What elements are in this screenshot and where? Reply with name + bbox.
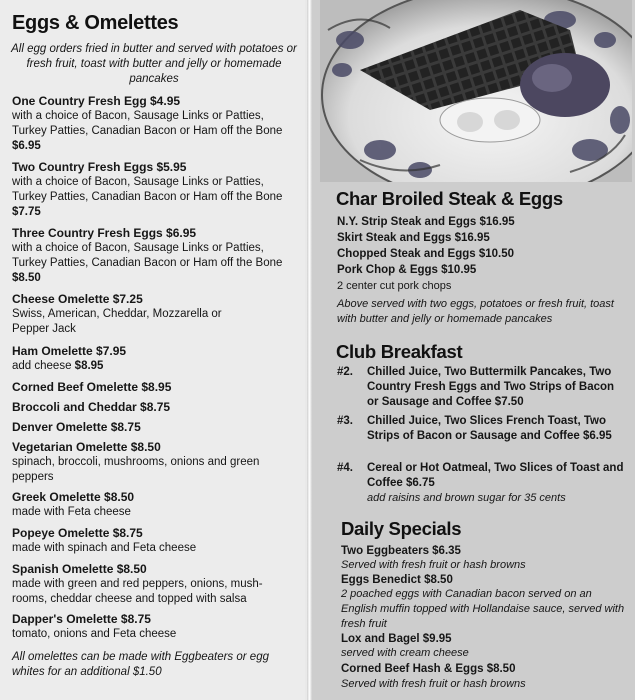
- eggs-omelettes-heading: Eggs & Omelettes: [12, 12, 179, 34]
- club-item-text: Chilled Juice, Two Slices French Toast, Two Strips of Bacon or Sausage and Coffee $6.95: [367, 415, 612, 442]
- item-desc: tomato, onions and Feta cheese: [12, 628, 177, 640]
- item-desc: Swiss, American, Cheddar, Mozzarella or Pepper Jack: [12, 308, 222, 335]
- menu-item-broccoli-cheddar: Broccoli and Cheddar $8.75: [12, 400, 171, 414]
- special-title: Eggs Benedict $8.50: [341, 574, 453, 586]
- item-title: Two Country Fresh Eggs $5.95: [12, 160, 187, 174]
- item-desc: made with Feta cheese: [12, 506, 131, 518]
- item-desc: add cheese $8.95: [12, 360, 104, 372]
- special-desc: Served with fresh fruit or hash browns: [341, 678, 526, 690]
- special-title: Lox and Bagel $9.95: [341, 633, 452, 645]
- special-title: Corned Beef Hash & Eggs $8.50: [341, 663, 516, 675]
- club-item-number: #4.: [337, 462, 353, 474]
- special-desc: served with cream cheese: [341, 647, 469, 659]
- item-title: Popeye Omelette $8.75: [12, 526, 143, 540]
- club-item-number: #3.: [337, 415, 353, 427]
- pork-chop-note: 2 center cut pork chops: [337, 280, 452, 292]
- club-item-4-note: add raisins and brown sugar for 35 cents: [367, 492, 566, 504]
- plate-illustration: [320, 0, 632, 182]
- item-title: Spanish Omelette $8.50: [12, 562, 147, 576]
- item-desc: with a choice of Bacon, Sausage Links or Patties, Turkey Patties, Canadian Bacon or Ham off the Bone $6.95: [12, 110, 283, 152]
- column-divider: [307, 0, 312, 700]
- eggs-intro: All egg orders fried in butter and served with potatoes or fresh fruit, toast with butter and jelly or homemade pancakes: [11, 43, 297, 85]
- club-breakfast-heading: Club Breakfast: [336, 341, 463, 362]
- club-item-text: Cereal or Hot Oatmeal, Two Slices of Toast and Coffee $6.75: [367, 462, 624, 489]
- item-title: Cheese Omelette $7.25: [12, 292, 143, 306]
- menu-item-corned-beef-omelette: Corned Beef Omelette $8.95: [12, 380, 172, 394]
- club-item-text: Chilled Juice, Two Buttermilk Pancakes, Two Country Fresh Eggs and Two Strips of Bacon or Sausage and Coffee $7.50: [367, 366, 615, 408]
- steak-item-ny-strip: N.Y. Strip Steak and Eggs $16.95: [337, 216, 515, 228]
- item-title: Ham Omelette $7.95: [12, 344, 127, 358]
- steak-item-chopped: Chopped Steak and Eggs $10.50: [337, 248, 515, 260]
- item-title: Three Country Fresh Eggs $6.95: [12, 226, 197, 240]
- special-desc: 2 poached eggs with Canadian bacon served on an English muffin topped with Hollandaise sauce, served with fresh fruit: [341, 588, 625, 630]
- item-title: Dapper's Omelette $8.75: [12, 612, 151, 626]
- item-desc: made with green and red peppers, onions, mush-rooms, cheddar cheese and topped with salsa: [12, 578, 263, 605]
- daily-specials-heading: Daily Specials: [341, 518, 462, 539]
- club-item-number: #2.: [337, 366, 353, 378]
- item-title: Vegetarian Omelette $8.50: [12, 440, 161, 454]
- item-desc: made with spinach and Feta cheese: [12, 542, 197, 554]
- plate-photo: [320, 0, 632, 182]
- item-title: One Country Fresh Egg $4.95: [12, 94, 181, 108]
- steak-item-pork-chop: Pork Chop & Eggs $10.95: [337, 264, 477, 276]
- item-desc: with a choice of Bacon, Sausage Links or Patties, Turkey Patties, Canadian Bacon or Ham off the Bone $8.50: [12, 242, 283, 284]
- item-title: Greek Omelette $8.50: [12, 490, 135, 504]
- item-desc: spinach, broccoli, mushrooms, onions and green peppers: [12, 456, 260, 483]
- menu-item-denver-omelette: Denver Omelette $8.75: [12, 420, 141, 434]
- steak-item-skirt: Skirt Steak and Eggs $16.95: [337, 232, 490, 244]
- special-desc: Served with fresh fruit or hash browns: [341, 559, 526, 571]
- steak-footnote: Above served with two eggs, potatoes or fresh fruit, toast with butter and jelly or homemade pancakes: [337, 298, 614, 325]
- special-title: Two Eggbeaters $6.35: [341, 545, 461, 557]
- steak-eggs-heading: Char Broiled Steak & Eggs: [336, 188, 563, 209]
- item-desc: with a choice of Bacon, Sausage Links or Patties, Turkey Patties, Canadian Bacon or Ham off the Bone $7.75: [12, 176, 283, 218]
- omelette-footnote: All omelettes can be made with Eggbeaters or egg whites for an additional $1.50: [12, 651, 269, 678]
